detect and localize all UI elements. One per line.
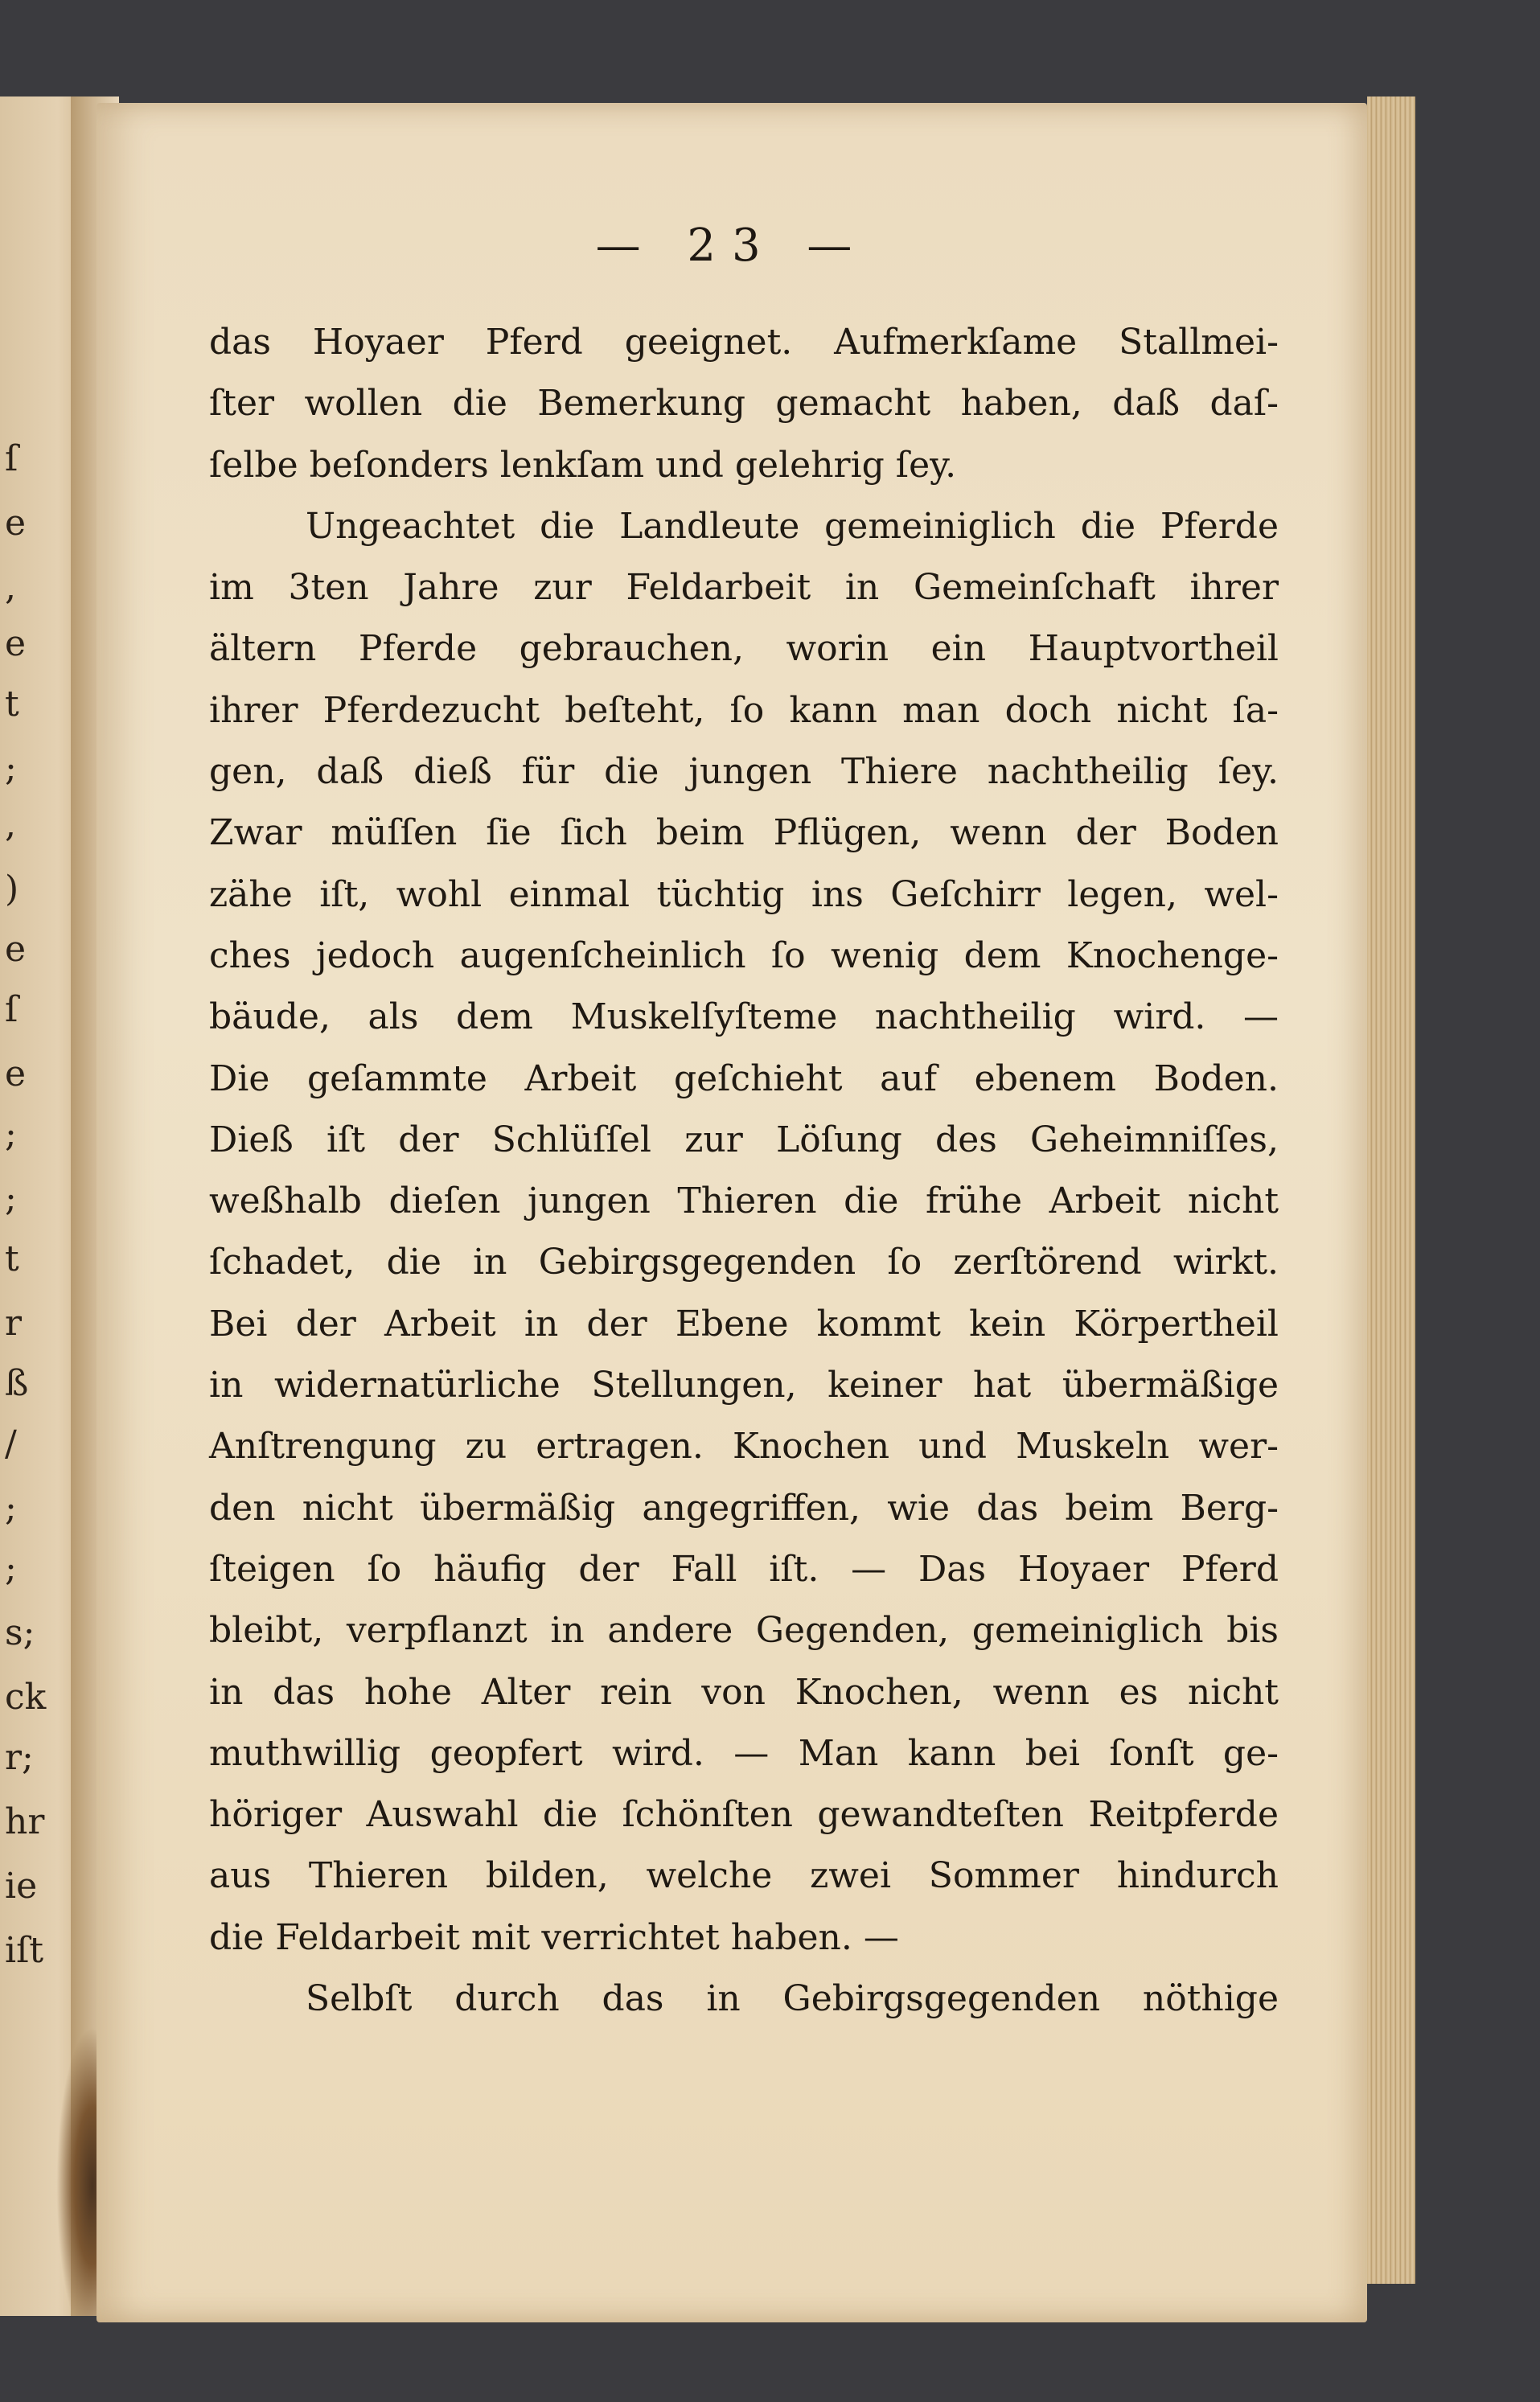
- facing-page-char: ,: [5, 567, 16, 608]
- text-line: weßhalb dieſen jungen Thieren die frühe Arbeit nicht: [209, 1180, 1279, 1222]
- text-line: ſter wollen die Bemerkung gemacht haben, daß daſ-: [209, 383, 1279, 425]
- facing-page-char: /: [5, 1423, 17, 1464]
- facing-page-char: r;: [5, 1737, 34, 1778]
- text-line: in das hohe Alter rein von Knochen, wenn es nicht: [209, 1671, 1279, 1713]
- text-line: Zwar müſſen ſie ſich beim Pflügen, wenn der Boden: [209, 812, 1279, 854]
- facing-page-char: s;: [5, 1612, 35, 1653]
- facing-page-char: e: [5, 623, 27, 664]
- text-line: bleibt, verpflanzt in andere Gegenden, gemeiniglich bis: [209, 1610, 1279, 1652]
- body-text: [209, 312, 1279, 2030]
- text-line: im 3ten Jahre zur Feldarbeit in Gemeinſchaft ihrer: [209, 567, 1279, 609]
- text-line: muthwillig geopfert wird. — Man kann bei ſonſt ge-: [209, 1732, 1279, 1774]
- text-line: ältern Pferde gebrauchen, worin ein Hauptvortheil: [209, 628, 1279, 670]
- text-line: höriger Auswahl die ſchönſten gewandteſten Reitpferde: [209, 1794, 1279, 1836]
- facing-page-char: ;: [5, 1488, 17, 1529]
- facing-page-char: ;: [5, 1178, 17, 1219]
- facing-page-char: t: [5, 684, 19, 725]
- facing-page-char: ): [5, 868, 19, 909]
- text-line: Anſtrengung zu ertragen. Knochen und Muskeln wer-: [209, 1426, 1279, 1468]
- text-line: Ungeachtet die Landleute gemeiniglich die Pferde: [306, 505, 1279, 547]
- facing-page-char: ck: [5, 1677, 47, 1718]
- facing-page-char: ie: [5, 1866, 38, 1907]
- text-line: Dieß iſt der Schlüſſel zur Löſung des Geheimniſſes,: [209, 1119, 1279, 1160]
- facing-page-char: ß: [5, 1363, 29, 1404]
- book-page: [97, 103, 1367, 2322]
- facing-page-char: ſ: [5, 438, 18, 479]
- facing-page-char: e: [5, 929, 27, 970]
- text-line: bäude, als dem Muskelſyſteme nachtheilig wird. —: [209, 996, 1279, 1038]
- facing-page-char: ſ: [5, 989, 18, 1030]
- text-line: in widernatürliche Stellungen, keiner hat übermäßige: [209, 1365, 1279, 1406]
- text-line: gen, daß dieß für die jungen Thiere nachtheilig ſey.: [209, 751, 1279, 793]
- facing-page-char: e: [5, 1053, 27, 1094]
- text-line: Bei der Arbeit in der Ebene kommt kein Körpertheil: [209, 1303, 1279, 1345]
- facing-page-char: t: [5, 1238, 19, 1279]
- facing-page-char: ;: [5, 1114, 17, 1155]
- text-line: ſchadet, die in Gebirgsgegenden ſo zerſtörend wirkt.: [209, 1242, 1279, 1283]
- text-line: ſelbe beſonders lenkſam und gelehrig ſey.: [209, 444, 957, 486]
- text-line: den nicht übermäßig angegriffen, wie das beim Berg-: [209, 1487, 1279, 1529]
- text-line: Die geſammte Arbeit geſchieht auf ebenem Boden.: [209, 1057, 1279, 1099]
- facing-page-char: r: [5, 1303, 23, 1344]
- text-line: aus Thieren bilden, welche zwei Sommer hindurch: [209, 1855, 1279, 1897]
- facing-page-char: ;: [5, 748, 17, 789]
- text-line: ches jedoch augenſcheinlich ſo wenig dem Knochenge-: [209, 934, 1279, 976]
- page-number: — 23 —: [595, 220, 869, 272]
- text-line: ſteigen ſo häufig der Fall iſt. — Das Hoyaer Pferd: [209, 1548, 1279, 1590]
- facing-page-char: hr: [5, 1801, 45, 1842]
- text-line: Selbſt durch das in Gebirgsgegenden nöthige: [306, 1978, 1279, 2020]
- facing-page-char: e: [5, 503, 27, 544]
- text-line: die Feldarbeit mit verrichtet haben. —: [209, 1916, 899, 1958]
- text-line: zähe iſt, wohl einmal tüchtig ins Geſchirr legen, wel-: [209, 873, 1279, 915]
- facing-page-char: ;: [5, 1548, 17, 1589]
- page-stack-edges: [1367, 96, 1415, 2284]
- text-line: das Hoyaer Pferd geeignet. Aufmerkſame Stallmei-: [209, 322, 1279, 363]
- facing-page-char: ,: [5, 804, 16, 845]
- facing-page-char: iſt: [5, 1930, 44, 1971]
- text-line: ihrer Pferdezucht beſteht, ſo kann man doch nicht ſa-: [209, 689, 1279, 731]
